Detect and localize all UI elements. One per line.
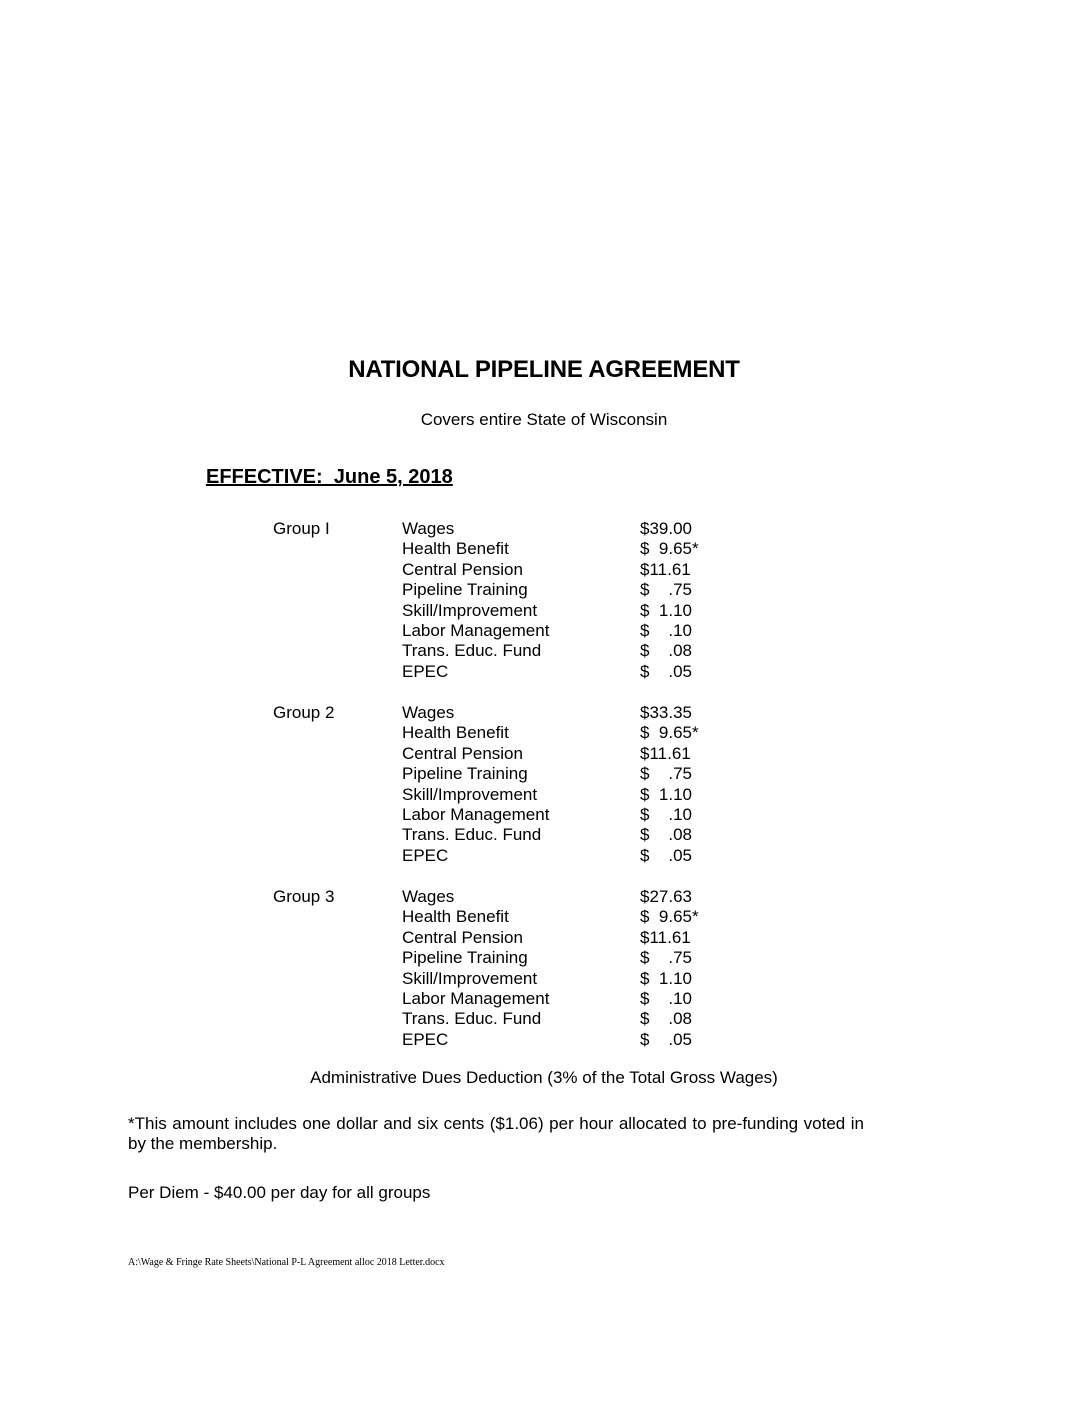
item-amount: $ .08	[640, 825, 692, 845]
list-item	[0, 989, 1088, 1009]
item-name: Labor Management	[402, 989, 550, 1008]
item-name: Central Pension	[402, 927, 523, 947]
list-item	[0, 519, 1088, 539]
item-name: Wages	[402, 519, 455, 538]
list-item	[0, 846, 1088, 866]
list-item	[0, 805, 1088, 825]
admin-dues-note: Administrative Dues Deduction (3% of the Total Gross Wages)	[310, 1068, 778, 1087]
list-item	[0, 928, 1088, 948]
item-amount: $ 1.10	[640, 600, 692, 620]
item-amount: $ 9.65*	[640, 539, 699, 559]
list-item	[0, 1030, 1088, 1050]
item-amount: $ 9.65*	[640, 723, 699, 743]
item-amount: $ 1.10	[640, 968, 692, 988]
item-amount: $11.61	[640, 927, 691, 947]
item-name: Health Benefit	[402, 539, 509, 559]
document-subtitle: Covers entire State of Wisconsin	[420, 410, 668, 429]
list-item	[0, 580, 1088, 600]
item-name: Trans. Educ. Fund	[402, 825, 542, 845]
item-amount: $ .75	[640, 764, 692, 784]
item-name: Health Benefit	[402, 907, 509, 927]
item-name: Skill/Improvement	[402, 968, 538, 988]
item-amount: $ .05	[640, 1029, 692, 1049]
list-item	[0, 621, 1088, 641]
file-path-footer: A:\Wage & Fringe Rate Sheets\National P-L Agreement alloc 2018 Letter.docx	[128, 1257, 445, 1268]
item-name: EPEC	[402, 661, 449, 681]
list-item	[0, 744, 1088, 764]
item-name: Pipeline Training	[402, 580, 528, 600]
document-title: NATIONAL PIPELINE AGREEMENT	[348, 356, 740, 383]
item-amount: $ .05	[640, 661, 692, 681]
list-item	[0, 785, 1088, 805]
item-amount: $ 1.10	[640, 784, 692, 804]
list-item	[0, 825, 1088, 845]
item-amount: $11.61	[640, 743, 691, 763]
item-name: Trans. Educ. Fund	[402, 1009, 542, 1029]
item-amount: $27.63	[640, 887, 692, 906]
footnote: *This amount includes one dollar and six cents ($1.06) per hour allocated to pre-funding voted in by the membership.	[128, 1114, 864, 1153]
item-amount: $39.00	[640, 519, 692, 538]
item-name: Labor Management	[402, 805, 550, 824]
item-name: Central Pension	[402, 743, 523, 763]
list-item	[0, 1009, 1088, 1029]
item-name: EPEC	[402, 845, 449, 865]
list-item	[0, 703, 1088, 723]
item-amount: $ .75	[640, 948, 692, 968]
list-item	[0, 641, 1088, 661]
list-item	[0, 907, 1088, 927]
item-amount: $ .08	[640, 1009, 692, 1029]
item-amount: $ .10	[640, 989, 692, 1008]
list-item	[0, 601, 1088, 621]
list-item	[0, 723, 1088, 743]
list-item	[0, 948, 1088, 968]
item-name: Labor Management	[402, 621, 550, 640]
item-amount: $ 9.65*	[640, 907, 699, 927]
effective-date-heading: EFFECTIVE: June 5, 2018	[206, 466, 453, 488]
per-diem-note: Per Diem - $40.00 per day for all groups	[128, 1183, 431, 1202]
item-name: EPEC	[402, 1029, 449, 1049]
item-name: Central Pension	[402, 559, 523, 579]
item-name: Wages	[402, 887, 455, 906]
list-item	[0, 662, 1088, 682]
group-label: Group I	[273, 519, 330, 538]
list-item	[0, 764, 1088, 784]
item-amount: $ .75	[640, 580, 692, 600]
item-amount: $ .08	[640, 641, 692, 661]
group-label: Group 2	[273, 703, 335, 722]
list-item	[0, 539, 1088, 559]
item-amount: $11.61	[640, 559, 691, 579]
item-amount: $33.35	[640, 703, 692, 722]
item-name: Health Benefit	[402, 723, 509, 743]
item-name: Pipeline Training	[402, 764, 528, 784]
item-amount: $ .05	[640, 845, 692, 865]
list-item	[0, 560, 1088, 580]
item-name: Skill/Improvement	[402, 784, 538, 804]
item-name: Trans. Educ. Fund	[402, 641, 542, 661]
item-amount: $ .10	[640, 621, 692, 640]
item-amount: $ .10	[640, 805, 692, 824]
item-name: Wages	[402, 703, 455, 722]
item-name: Pipeline Training	[402, 948, 528, 968]
group-label: Group 3	[273, 887, 335, 906]
item-name: Skill/Improvement	[402, 600, 538, 620]
list-item	[0, 887, 1088, 907]
list-item	[0, 969, 1088, 989]
